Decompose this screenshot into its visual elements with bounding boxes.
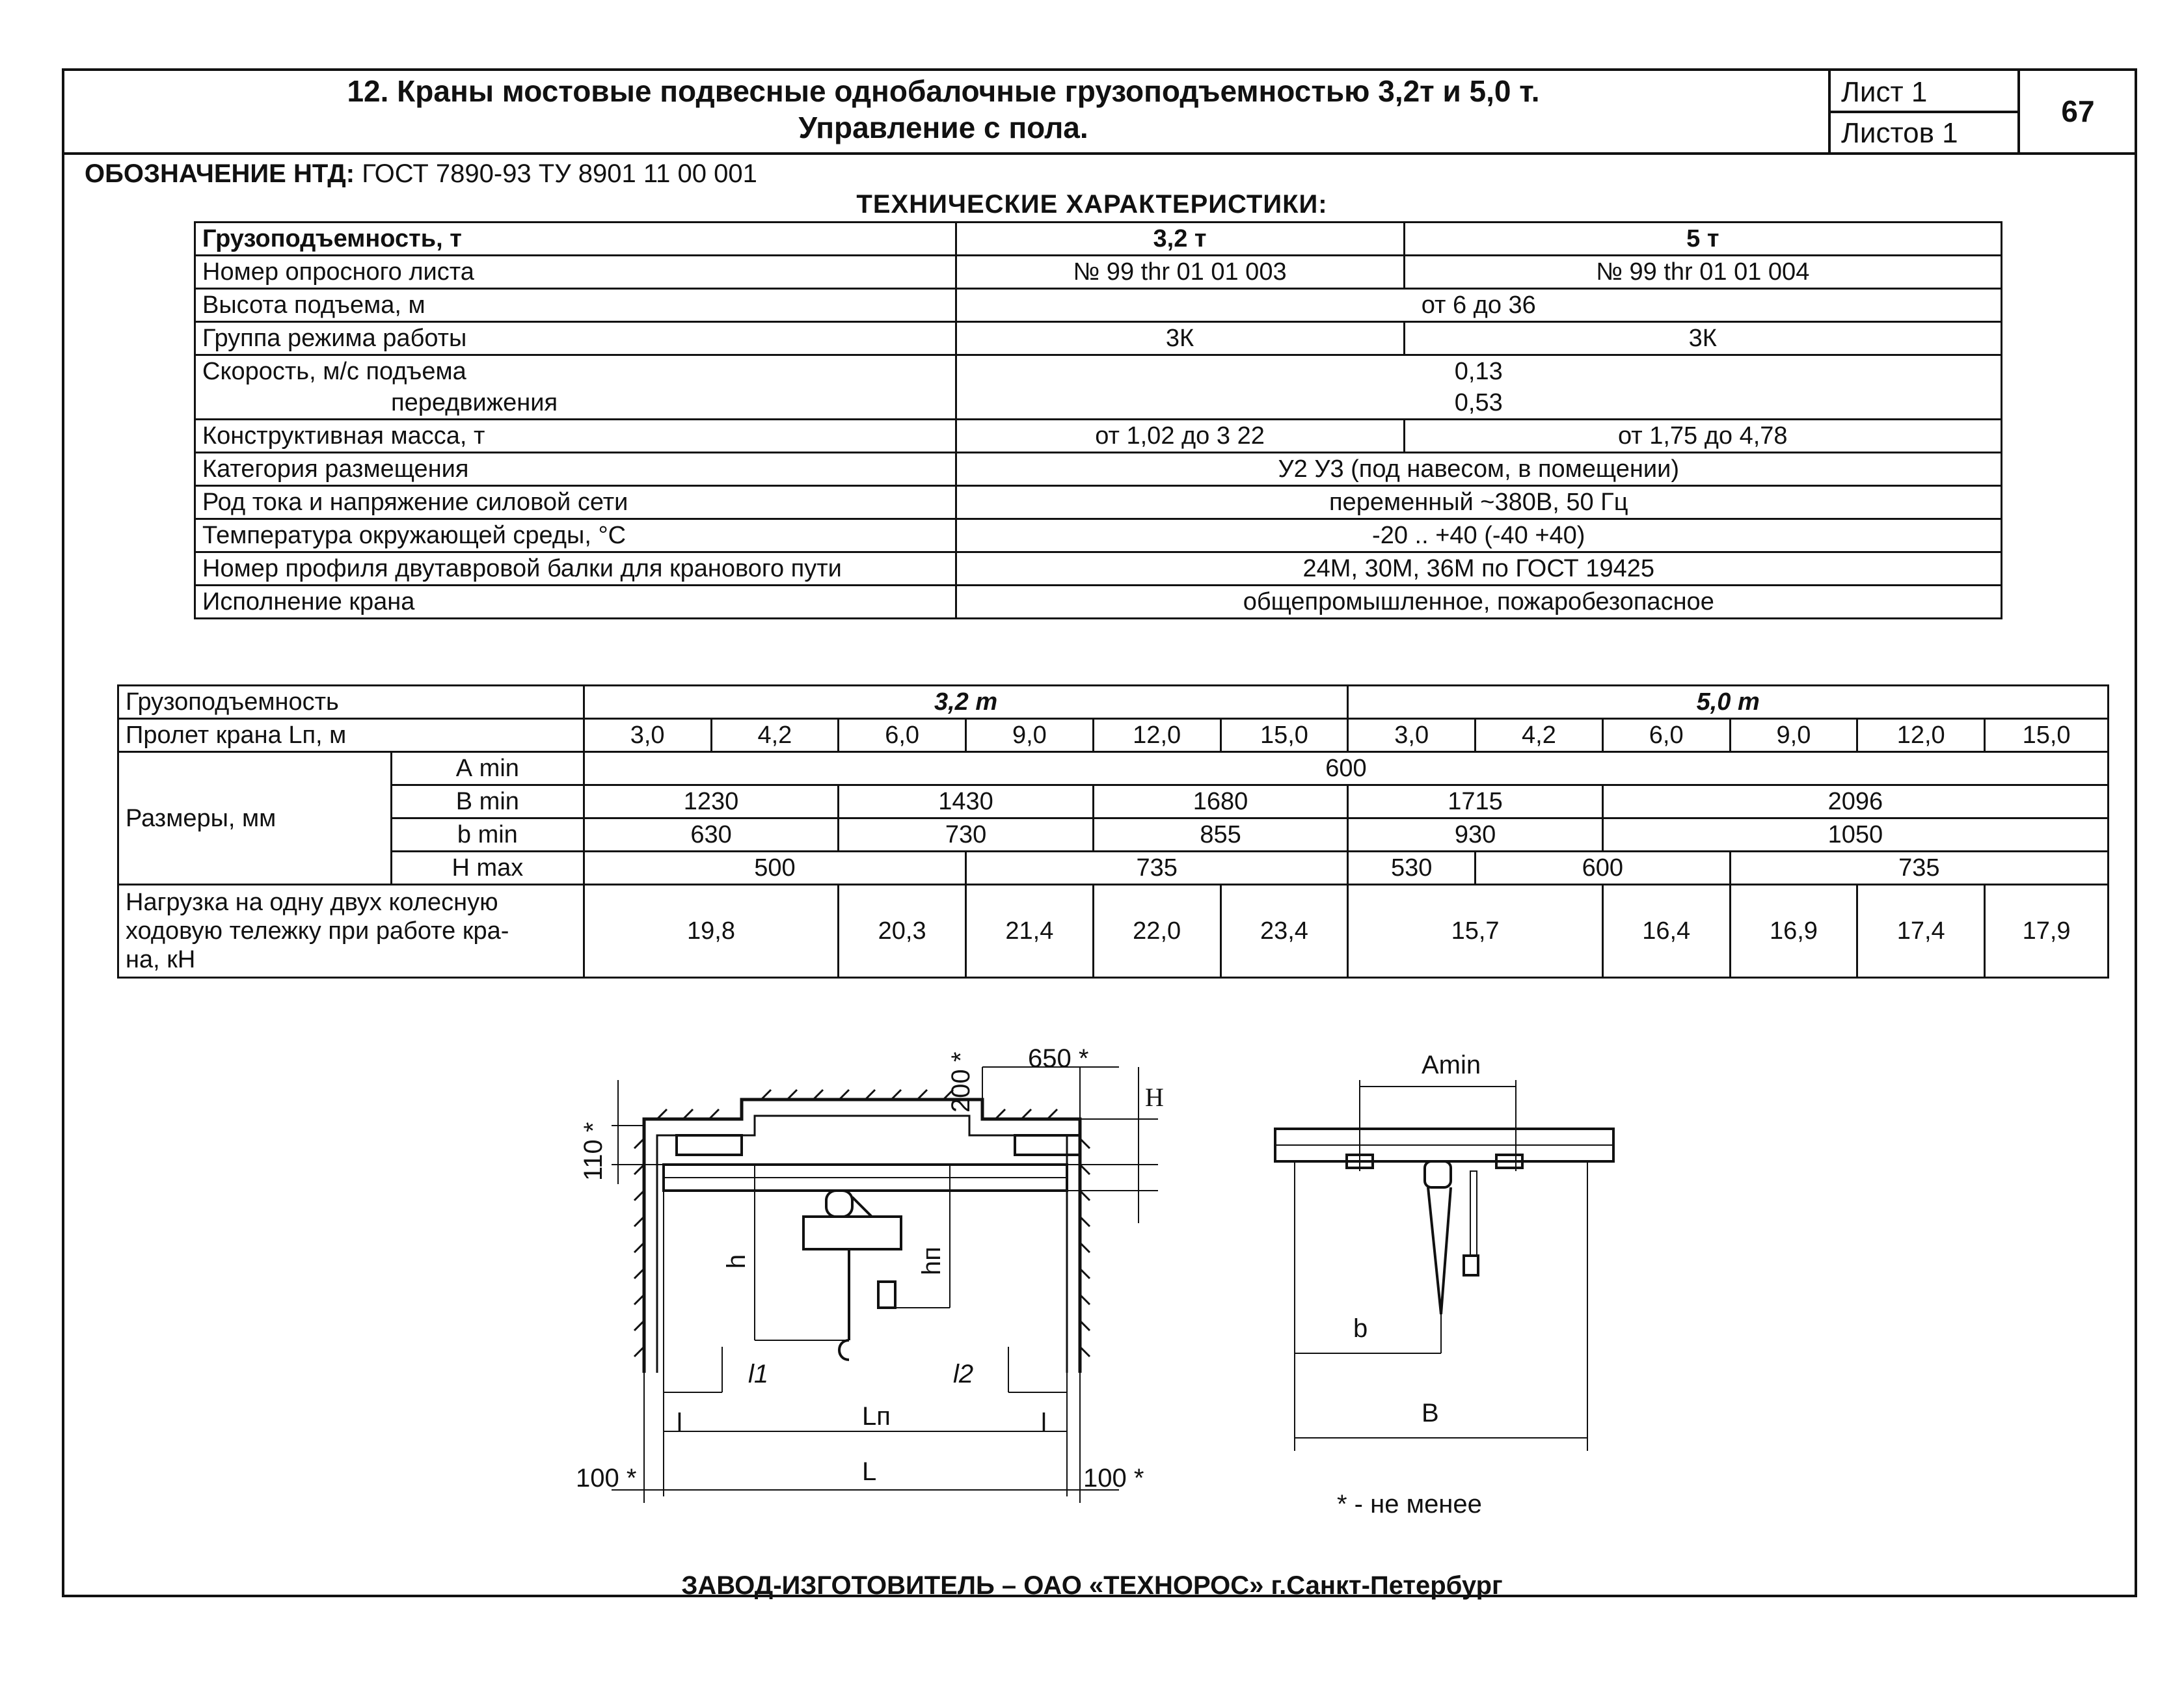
title-line-2: Управление с пола. bbox=[798, 111, 1088, 144]
table-cell: 3,2 т bbox=[584, 686, 1348, 719]
load-label-line: ходовую тележку при работе кра- bbox=[126, 917, 509, 945]
dim-B: B bbox=[1422, 1399, 1439, 1427]
table-cell: 19,8 bbox=[584, 885, 838, 978]
note-min: * - не менее bbox=[1337, 1490, 1482, 1519]
travel-speed: 0,53 bbox=[1454, 389, 1503, 416]
table-cell: 4,2 bbox=[1476, 719, 1603, 752]
table-cell: от 6 до 36 bbox=[956, 289, 2001, 322]
table-cell: общепромышленное, пожаробезопасное bbox=[956, 586, 2001, 619]
load-label-line: на, кН bbox=[126, 946, 196, 973]
crane-side-view bbox=[1275, 1080, 1613, 1451]
table-cell: А min bbox=[391, 752, 584, 785]
table-cell: Н max bbox=[391, 852, 584, 885]
table-cell: Размеры, мм bbox=[118, 752, 392, 885]
dim-100-right: 100 * bbox=[1083, 1464, 1144, 1493]
dim-650: 650 * bbox=[1028, 1044, 1089, 1073]
table-cell: от 1,02 до 3 22 bbox=[956, 420, 1404, 453]
table-cell: 500 bbox=[584, 852, 965, 885]
table-cell: 16,9 bbox=[1730, 885, 1857, 978]
page-number: 67 bbox=[2061, 94, 2095, 128]
speed-label: Скорость, м/с подъема bbox=[202, 358, 466, 385]
table-cell: -20 .. +40 (-40 +40) bbox=[956, 519, 2001, 552]
table-cell: 3,2 т bbox=[956, 223, 1404, 256]
table-cell: 15,7 bbox=[1348, 885, 1602, 978]
table-cell: 1430 bbox=[839, 785, 1094, 818]
dim-h: h bbox=[722, 1254, 751, 1269]
lift-speed: 0,13 bbox=[1454, 358, 1503, 385]
table-cell: 1680 bbox=[1093, 785, 1348, 818]
table-cell: 1230 bbox=[584, 785, 838, 818]
table-cell: В min bbox=[391, 785, 584, 818]
table-cell: переменный ~380В, 50 Гц bbox=[956, 486, 2001, 519]
table-cell: 855 bbox=[1093, 818, 1348, 852]
table-cell: 600 bbox=[584, 752, 2108, 785]
dim-hn: hп bbox=[917, 1247, 946, 1275]
table-cell: Категория размещения bbox=[195, 453, 956, 486]
table-cell: 15,0 bbox=[1220, 719, 1348, 752]
table-cell: 1715 bbox=[1348, 785, 1602, 818]
dim-H: H bbox=[1145, 1083, 1164, 1112]
table-cell: от 1,75 до 4,78 bbox=[1404, 420, 2001, 453]
table-cell: 3К bbox=[956, 322, 1404, 355]
dim-Ln: Lп bbox=[862, 1402, 891, 1431]
table-cell: 735 bbox=[1730, 852, 2108, 885]
dim-l-right: l bbox=[1041, 1409, 1047, 1437]
table-cell: Род тока и напряжение силовой сети bbox=[195, 486, 956, 519]
table-cell: 1050 bbox=[1602, 818, 2108, 852]
ntd-label: ОБОЗНАЧЕНИЕ НТД: bbox=[85, 159, 355, 188]
table-cell: 2096 bbox=[1602, 785, 2108, 818]
table-cell: 4,2 bbox=[711, 719, 839, 752]
dim-Amin: Amin bbox=[1422, 1051, 1481, 1079]
table-cell: b min bbox=[391, 818, 584, 852]
table-cell: 6,0 bbox=[1602, 719, 1730, 752]
table-cell: Конструктивная масса, т bbox=[195, 420, 956, 453]
dim-l1: l1 bbox=[748, 1360, 769, 1388]
dim-100-left: 100 * bbox=[576, 1464, 637, 1493]
table-cell: 9,0 bbox=[966, 719, 1094, 752]
table-cell: 530 bbox=[1348, 852, 1476, 885]
manufacturer-footer: ЗАВОД-ИЗГОТОВИТЕЛЬ – ОАО «ТЕХНОРОС» г.Санкт-Петербург bbox=[681, 1571, 1503, 1600]
table-cell: 24М, 30М, 36М по ГОСТ 19425 bbox=[956, 552, 2001, 586]
table-cell: 17,4 bbox=[1857, 885, 1985, 978]
table-cell: 3,0 bbox=[584, 719, 711, 752]
table-cell: 12,0 bbox=[1093, 719, 1220, 752]
table-cell: 5 т bbox=[1404, 223, 2001, 256]
table-cell: Грузоподъемность, т bbox=[195, 223, 956, 256]
table-cell: У2 У3 (под навесом, в помещении) bbox=[956, 453, 2001, 486]
table-cell: Номер профиля двутавровой балки для кранового пути bbox=[195, 552, 956, 586]
table-cell: № 99 thr 01 01 003 bbox=[956, 256, 1404, 289]
tech-specs-title: ТЕХНИЧЕСКИЕ ХАРАКТЕРИСТИКИ: bbox=[856, 190, 1328, 219]
table-cell: 930 bbox=[1348, 818, 1602, 852]
table-cell: 630 bbox=[584, 818, 838, 852]
table-cell: 21,4 bbox=[966, 885, 1094, 978]
travel-label: передвижения bbox=[391, 389, 558, 416]
table-cell: 6,0 bbox=[839, 719, 966, 752]
dim-l-left: l bbox=[677, 1409, 682, 1437]
sheet-total: Листов 1 bbox=[1841, 117, 1958, 149]
crane-front-view bbox=[612, 1067, 1158, 1503]
table-cell: 9,0 bbox=[1730, 719, 1857, 752]
table-cell: Группа режима работы bbox=[195, 322, 956, 355]
table-cell: 17,9 bbox=[1985, 885, 2109, 978]
table-cell: 15,0 bbox=[1985, 719, 2109, 752]
load-label-line: Нагрузка на одну двух колесную bbox=[126, 889, 498, 916]
table-cell: 600 bbox=[1476, 852, 1731, 885]
table-cell: Грузоподъемность bbox=[118, 686, 584, 719]
table-cell: Исполнение крана bbox=[195, 586, 956, 619]
dim-b: b bbox=[1353, 1314, 1368, 1343]
table-cell: 16,4 bbox=[1602, 885, 1730, 978]
table-cell: 3,0 bbox=[1348, 719, 1476, 752]
dim-L: L bbox=[862, 1457, 877, 1486]
table-cell: 22,0 bbox=[1093, 885, 1220, 978]
sheet-number: Лист 1 bbox=[1841, 76, 1928, 108]
dim-200: 200 * bbox=[947, 1051, 975, 1113]
table-cell: 12,0 bbox=[1857, 719, 1985, 752]
table-cell: № 99 thr 01 01 004 bbox=[1404, 256, 2001, 289]
table-cell: Высота подъема, м bbox=[195, 289, 956, 322]
table-cell: 3К bbox=[1404, 322, 2001, 355]
table-cell: Температура окружающей среды, °С bbox=[195, 519, 956, 552]
dim-l2: l2 bbox=[953, 1360, 974, 1388]
dim-110: 110 * bbox=[579, 1122, 608, 1181]
table-cell: Номер опросного листа bbox=[195, 256, 956, 289]
table-cell: 730 bbox=[839, 818, 1094, 852]
table-cell: 20,3 bbox=[839, 885, 966, 978]
table-cell: Пролет крана Lп, м bbox=[118, 719, 584, 752]
table-cell: 735 bbox=[966, 852, 1348, 885]
table-cell: 5,0 т bbox=[1348, 686, 2109, 719]
title-line-1: 12. Краны мостовые подвесные однобалочные грузоподъемностью 3,2т и 5,0 т. bbox=[347, 74, 1540, 108]
ntd-value: ГОСТ 7890-93 ТУ 8901 11 00 001 bbox=[362, 159, 757, 188]
table-cell: 23,4 bbox=[1220, 885, 1348, 978]
